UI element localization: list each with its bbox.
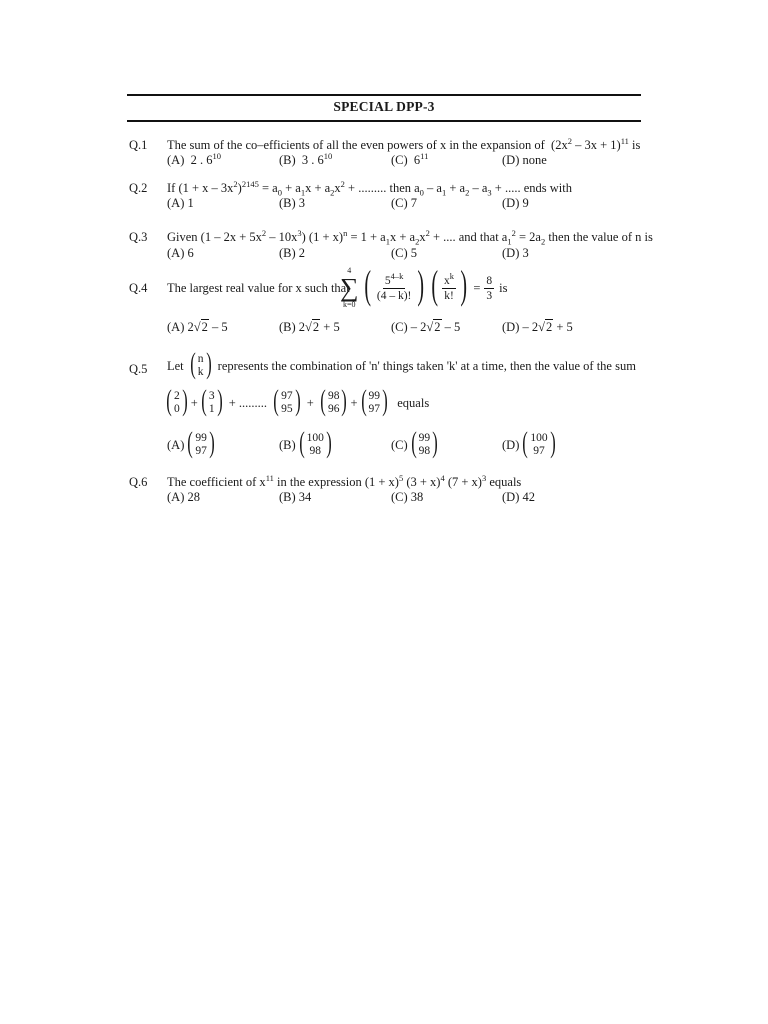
q4-summation-expression: 4 ∑ k=0 ( $\frac{5^{4-k}}{(4 - k)!}$ ) ( $\frac{x^k}{k!}$ ) = $\frac{8}{3}$ is bbox=[340, 262, 508, 309]
q2-stem: If $(1 + x - 3x^2)^{2145} = a_0 + a_1x + a_2x^2$ + ......... then $a_0 - a_1 + a_2 - a_3$ + ..... ends with bbox=[167, 178, 572, 198]
title-rule bbox=[127, 120, 641, 122]
q1-stem: The sum of the co–efficients of all the even powers of x in the expansion of $(2x^2 - 3x + 1)^{11}$ is bbox=[167, 135, 641, 152]
q6-option-c[interactable]: (C) 38 bbox=[391, 490, 424, 504]
q2-number: Q.2 bbox=[129, 181, 148, 195]
q6-stem: The coefficient of $x^{11}$ in the expression $(1 + x)^5$ $(3 + x)^4$ $(7 + x)^3$ equals bbox=[167, 472, 522, 489]
q4-option-d[interactable]: (D) – 2√2 + 5 bbox=[502, 320, 573, 334]
q5-number: Q.5 bbox=[129, 362, 148, 376]
q6-option-b[interactable]: (B) 34 bbox=[279, 490, 312, 504]
q4-fraction-3: $\frac{8}{3}$ bbox=[486, 274, 493, 302]
page-title: SPECIAL DPP-3 bbox=[333, 99, 435, 114]
q4-fraction-1: $\frac{5^{4-k}}{(4 - k)!}$ bbox=[376, 270, 412, 302]
q5-option-d[interactable]: (D) ( 100 97 ) bbox=[502, 426, 556, 459]
q1-option-d[interactable]: (D) none bbox=[502, 153, 547, 167]
q5-binom-n-k: ( n k ) bbox=[190, 347, 212, 380]
q2-option-b[interactable]: (B) 3 bbox=[279, 196, 306, 210]
q5-stem: Let ( n k ) represents the combination of 'n' things taken 'k' at a time, then the value of the sum bbox=[167, 347, 636, 380]
q3-option-c[interactable]: (C) 5 bbox=[391, 246, 418, 260]
q1-option-c[interactable]: (C) $6^{11}$ bbox=[391, 150, 429, 167]
q1-option-a[interactable]: (A) 2 . $6^{10}$ bbox=[167, 150, 221, 167]
q2-option-c[interactable]: (C) 7 bbox=[391, 196, 418, 210]
q5-option-c[interactable]: (C) ( 99 98 ) bbox=[391, 426, 438, 459]
q4-fraction-2: $\frac{x^k}{k!}$ bbox=[444, 270, 455, 302]
q5-option-b[interactable]: (B) ( 100 98 ) bbox=[279, 426, 332, 459]
q4-option-c[interactable]: (C) – 2√2 – 5 bbox=[391, 320, 461, 334]
top-rule bbox=[127, 94, 641, 96]
q5-sum-expression: ( 2 0 ) + ( 3 1 ) + ......... ( 97 95 ) + ( 98 96 ) + ( 99 97 ) equals bbox=[166, 384, 430, 417]
q5-option-a[interactable]: (A) ( 99 97 ) bbox=[167, 426, 215, 459]
q2-option-a[interactable]: (A) 1 bbox=[167, 196, 194, 210]
q4-stem-text: The largest real value for x such that bbox=[167, 281, 350, 295]
q3-number: Q.3 bbox=[129, 230, 148, 244]
q2-option-d[interactable]: (D) 9 bbox=[502, 196, 529, 210]
q3-option-a[interactable]: (A) 6 bbox=[167, 246, 194, 260]
q3-option-d[interactable]: (D) 3 bbox=[502, 246, 529, 260]
q6-option-d[interactable]: (D) 42 bbox=[502, 490, 535, 504]
q4-sigma: 4 ∑ k=0 bbox=[340, 266, 359, 309]
q1-option-b[interactable]: (B) 3 . $6^{10}$ bbox=[279, 150, 333, 167]
q4-option-b[interactable]: (B) 2√2 + 5 bbox=[279, 320, 340, 334]
q6-option-a[interactable]: (A) 28 bbox=[167, 490, 200, 504]
q1-number: Q.1 bbox=[129, 138, 148, 152]
q6-number: Q.6 bbox=[129, 475, 148, 489]
q3-stem: Given $(1 - 2x + 5x^2 - 10x^3)$ $(1 + x)^n = 1 + a_1x + a_2x^2$ + .... and that $a_1^2 = 2a_2$ then the value of n is bbox=[167, 227, 653, 247]
q4-number: Q.4 bbox=[129, 281, 148, 295]
q4-option-a[interactable]: (A) 2√2 – 5 bbox=[167, 320, 228, 334]
q3-option-b[interactable]: (B) 2 bbox=[279, 246, 306, 260]
